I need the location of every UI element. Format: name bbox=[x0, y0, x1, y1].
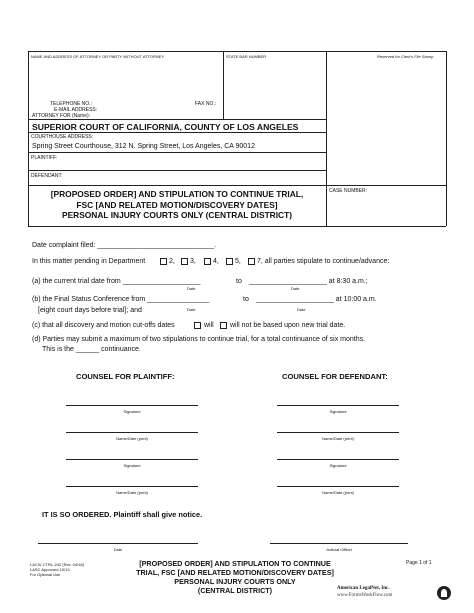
judicial-officer-line[interactable] bbox=[270, 543, 408, 544]
defendant-signature-caption-1: Signature bbox=[329, 409, 347, 414]
courthouse-bottom bbox=[28, 152, 326, 153]
clerk-stamp-label: Reserved for Clerk's File Stamp bbox=[377, 54, 434, 59]
item-d-text: (d) Parties may submit a maximum of two stipulations to continue trial, for a total continuance of six months. bbox=[32, 336, 366, 343]
item-d-continuance: This is the ______ continuance. bbox=[42, 346, 141, 353]
item-a-date-caption-2: Date bbox=[291, 286, 300, 291]
footer-title-line1: [PROPOSED ORDER] AND STIPULATION TO CONTINUE bbox=[139, 559, 331, 568]
optional-use-note: For Optional Use bbox=[30, 572, 61, 577]
defendant-bottom bbox=[28, 185, 446, 186]
will-not-label: will not be based upon new trial date. bbox=[230, 322, 346, 329]
defendant-signature-caption-2: Signature bbox=[329, 463, 347, 468]
telephone-label: TELEPHONE NO.: bbox=[50, 101, 92, 107]
email-label: E-MAIL ADDRESS: bbox=[54, 107, 98, 113]
page-number: Page 1 of 1 bbox=[406, 560, 432, 566]
dept-5-label: 5, bbox=[235, 258, 241, 265]
courthouse-address: Spring Street Courthouse, 312 N. Spring Street, Los Angeles, CA 90012 bbox=[32, 143, 255, 150]
plaintiff-signature-caption-2: Signature bbox=[123, 463, 141, 468]
court-title-bottom bbox=[28, 132, 326, 133]
logo-company: American LegalNet, Inc. bbox=[337, 586, 390, 591]
defendant-signature-line-1[interactable] bbox=[277, 405, 399, 406]
attorney-box-bottom bbox=[28, 119, 326, 120]
dept-2-label: 2, bbox=[169, 258, 175, 265]
case-number-label: CASE NUMBER: bbox=[329, 188, 368, 194]
fax-label: FAX NO.: bbox=[195, 101, 217, 107]
plaintiff-signature-line-1[interactable] bbox=[66, 405, 198, 406]
form-right-border bbox=[446, 51, 447, 226]
form-title bbox=[28, 189, 326, 221]
form-top-border bbox=[28, 51, 446, 52]
so-ordered-text: IT IS SO ORDERED. Plaintiff shall give notice. bbox=[42, 510, 203, 519]
form-title-line3: PERSONAL INJURY COURTS ONLY (CENTRAL DISTRICT) bbox=[61, 210, 293, 220]
item-c-text: (c) that all discovery and motion cut-offs dates bbox=[32, 322, 175, 329]
footer-title-line2: TRIAL, FSC [AND RELATED MOTION/DISCOVERY DATES] bbox=[136, 568, 334, 577]
form-bottom-border bbox=[28, 226, 446, 227]
american-legalnet-logo bbox=[337, 583, 453, 605]
will-not-checkbox[interactable] bbox=[220, 322, 227, 329]
order-date-caption: Date bbox=[113, 547, 123, 552]
clerk-divider bbox=[326, 51, 327, 226]
item-b-to: to bbox=[243, 296, 249, 303]
judicial-officer-caption: Judicial Officer bbox=[325, 547, 353, 552]
defendant-name-line-2[interactable] bbox=[277, 486, 399, 487]
footer-title bbox=[110, 559, 360, 595]
bar-number-label: STATE BAR NUMBER bbox=[226, 54, 267, 59]
plaintiff-label: PLAINTIFF: bbox=[31, 155, 58, 161]
plaintiff-signature-caption-1: Signature bbox=[123, 409, 141, 414]
dept-3-checkbox[interactable] bbox=[181, 258, 188, 265]
item-b-date-caption-1: Date bbox=[187, 307, 196, 312]
plaintiff-name-caption-1: Name/Date (print) bbox=[116, 436, 148, 441]
item-b-date-caption-2: Date bbox=[297, 307, 306, 312]
item-a-until: ____________________ at 8:30 a.m.; bbox=[249, 278, 368, 285]
logo-url: www.FormsWorkFlow.com bbox=[337, 593, 393, 598]
dept-7-checkbox[interactable] bbox=[248, 258, 255, 265]
order-date-line[interactable] bbox=[38, 543, 198, 544]
defendant-name-line-1[interactable] bbox=[277, 432, 399, 433]
plaintiff-counsel-heading: COUNSEL FOR PLAINTIFF: bbox=[76, 372, 175, 381]
attorney-label: NAME AND ADDRESS OF ATTORNEY OR PARTY WITHOUT ATTORNEY bbox=[31, 54, 165, 59]
bar-divider bbox=[223, 51, 224, 119]
approval-note: LASC Approved 10/13 bbox=[30, 567, 70, 572]
dept-4-checkbox[interactable] bbox=[204, 258, 211, 265]
defendant-label: DEFENDANT: bbox=[31, 173, 63, 179]
form-code: LACIV CTRL-242 (Rev. 04/18) bbox=[30, 562, 84, 567]
defendant-signature-line-2[interactable] bbox=[277, 459, 399, 460]
plaintiff-name-caption-2: Name/Date (print) bbox=[116, 490, 148, 495]
footer-title-line3: PERSONAL INJURY COURTS ONLY bbox=[174, 577, 296, 586]
footer-title-line4: (CENTRAL DISTRICT) bbox=[197, 586, 273, 595]
defendant-name-caption-2: Name/Date (print) bbox=[322, 490, 354, 495]
item-b-note: [eight court days before trial]; and bbox=[38, 307, 142, 314]
dept-7-label: 7, all parties stipulate to continue/advance: bbox=[257, 258, 390, 265]
department-line bbox=[32, 257, 145, 266]
department-prefix: In this matter pending in Department bbox=[32, 258, 146, 265]
dept-2-checkbox[interactable] bbox=[160, 258, 167, 265]
will-checkbox[interactable] bbox=[194, 322, 201, 329]
plaintiff-signature-line-2[interactable] bbox=[66, 459, 198, 460]
defendant-name-caption-1: Name/Date (print) bbox=[322, 436, 354, 441]
court-title: SUPERIOR COURT OF CALIFORNIA, COUNTY OF LOS ANGELES bbox=[32, 122, 299, 132]
form-title-line2: FSC [AND RELATED MOTION/DISCOVERY DATES] bbox=[76, 199, 278, 210]
dept-3-label: 3, bbox=[190, 258, 196, 265]
dept-4-label: 4, bbox=[213, 258, 219, 265]
item-a-date-caption-1: Date bbox=[187, 286, 196, 291]
item-a-to: to bbox=[236, 278, 242, 285]
plaintiff-name-line-2[interactable] bbox=[66, 486, 198, 487]
date-complaint-filed: Date complaint filed: ______________________________. bbox=[32, 242, 217, 249]
attorney-for-label: ATTORNEY FOR (Name): bbox=[32, 113, 91, 119]
dept-5-checkbox[interactable] bbox=[226, 258, 233, 265]
item-b-until: ____________________ at 10:00 a.m. bbox=[256, 296, 377, 303]
item-b-from: (b) the Final Status Conference from ________________ bbox=[32, 296, 210, 303]
plaintiff-bottom bbox=[28, 170, 326, 171]
courthouse-label: COURTHOUSE ADDRESS: bbox=[31, 134, 94, 140]
legalnet-emblem-icon bbox=[437, 586, 451, 600]
will-label: will bbox=[204, 322, 214, 329]
plaintiff-name-line-1[interactable] bbox=[66, 432, 198, 433]
item-a-from: (a) the current trial date from ____________________ bbox=[32, 278, 201, 285]
defendant-counsel-heading: COUNSEL FOR DEFENDANT: bbox=[282, 372, 388, 381]
form-title-line1: [PROPOSED ORDER] AND STIPULATION TO CONTINUE TRIAL, bbox=[50, 189, 304, 199]
